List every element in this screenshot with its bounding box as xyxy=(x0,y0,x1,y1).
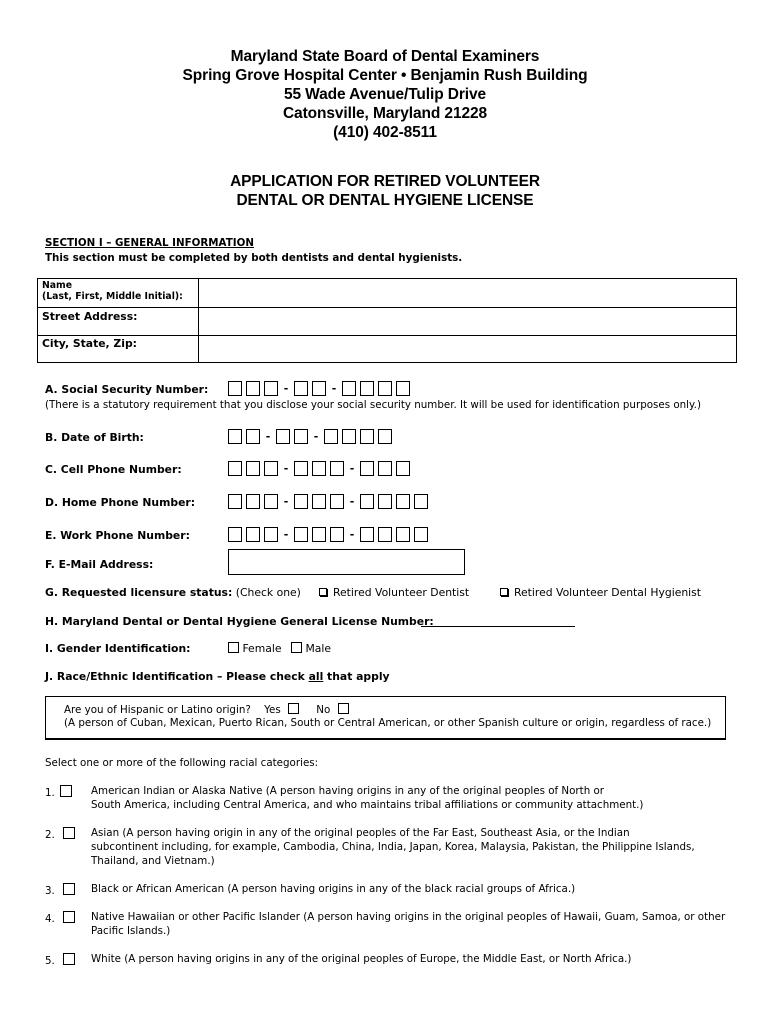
cell-digit[interactable] xyxy=(360,461,374,476)
city-label-cell xyxy=(38,336,199,363)
home-digit[interactable] xyxy=(264,494,278,509)
work-phone-boxes xyxy=(228,524,432,543)
gender-female-label: Female xyxy=(242,642,282,655)
home-digit[interactable] xyxy=(246,494,260,509)
checkbox-icon[interactable] xyxy=(338,703,349,714)
race-item-num: 3. xyxy=(45,885,55,897)
gender-label: I. Gender Identification: xyxy=(45,642,191,655)
dash: - xyxy=(283,382,289,395)
race-label-all: all xyxy=(308,670,324,683)
home-digit[interactable] xyxy=(378,494,392,509)
cell-digit[interactable] xyxy=(294,461,308,476)
status-label-note: (Check one) xyxy=(232,586,301,599)
race-item-num: 1. xyxy=(45,787,55,799)
work-digit[interactable] xyxy=(246,527,260,542)
home-phone-boxes xyxy=(228,491,432,510)
header-phone: (410) 402-8511 xyxy=(333,124,437,141)
race-item-num: 5. xyxy=(45,955,55,967)
dob-digit[interactable] xyxy=(246,429,260,444)
ssn-digit[interactable] xyxy=(264,381,278,396)
race-item-4-line1: Native Hawaiian or other Pacific Islander (A person having origins in the original peoples of Hawaii, Guam, Samoa, or other xyxy=(91,911,726,923)
name-label: Name xyxy=(42,280,73,291)
name-label-cell xyxy=(38,279,199,308)
cell-digit[interactable] xyxy=(330,461,344,476)
work-digit[interactable] xyxy=(396,527,410,542)
license-field[interactable] xyxy=(421,626,575,627)
ssn-digit[interactable] xyxy=(378,381,392,396)
race-item-num: 4. xyxy=(45,913,55,925)
work-digit[interactable] xyxy=(312,527,326,542)
status-row xyxy=(45,586,301,599)
street-label-cell xyxy=(38,308,199,336)
hispanic-note: (A person of Cuban, Mexican, Puerto Rican, South or Central American, or other Spanish culture or origin, regardless of race.) xyxy=(64,717,712,729)
home-digit[interactable] xyxy=(360,494,374,509)
race-intro: Select one or more of the following racial categories: xyxy=(45,757,319,769)
cell-digit[interactable] xyxy=(246,461,260,476)
ssn-digit[interactable] xyxy=(360,381,374,396)
race-item-2-line2: subcontinent including, for example, Cambodia, China, India, Japan, Korea, Malaysia, Pakistan, the Philippine Islands, xyxy=(91,841,695,853)
dob-digit[interactable] xyxy=(360,429,374,444)
status-option-hygienist[interactable] xyxy=(500,586,701,599)
ssn-note: (There is a statutory requirement that you disclose your social security number. It will be used for identification purposes only.) xyxy=(45,399,701,411)
dob-digit[interactable] xyxy=(342,429,356,444)
gender-female-option[interactable] xyxy=(228,642,281,655)
hispanic-question: Are you of Hispanic or Latino origin? xyxy=(64,704,251,716)
race-item-5 xyxy=(45,953,75,967)
race-item-3-line1: Black or African American (A person having origins in any of the black racial groups of Africa.) xyxy=(91,883,576,895)
cell-digit[interactable] xyxy=(396,461,410,476)
hispanic-no-label: No xyxy=(316,704,331,716)
race-item-2-line1: Asian (A person having origin in any of the original peoples of the Far East, Southeast Asia, or the Indian xyxy=(91,827,630,839)
checkbox-icon[interactable] xyxy=(63,911,75,923)
work-digit[interactable] xyxy=(378,527,392,542)
dash: - xyxy=(283,462,289,475)
ssn-digit[interactable] xyxy=(228,381,242,396)
header-board-name: Maryland State Board of Dental Examiners xyxy=(230,48,540,65)
race-item-1-line1: American Indian or Alaska Native (A person having origins in any of the original peoples of North or xyxy=(91,785,605,797)
home-digit[interactable] xyxy=(228,494,242,509)
status-option-dentist-label: Retired Volunteer Dentist xyxy=(333,586,470,599)
race-label-post: that apply xyxy=(323,670,390,683)
status-option-hygienist-label: Retired Volunteer Dental Hygienist xyxy=(514,586,702,599)
dash: - xyxy=(331,382,337,395)
work-digit[interactable] xyxy=(228,527,242,542)
home-digit[interactable] xyxy=(330,494,344,509)
form-title-line2: DENTAL OR DENTAL HYGIENE LICENSE xyxy=(236,192,534,209)
name-field[interactable] xyxy=(199,279,737,308)
gender-male-option[interactable] xyxy=(291,642,331,655)
ssn-boxes xyxy=(228,378,414,397)
dob-digit[interactable] xyxy=(276,429,290,444)
race-item-1-line2: South America, including Central America, and who maintains tribal affiliations or community attachment.) xyxy=(91,799,644,811)
cell-phone-label: C. Cell Phone Number: xyxy=(45,463,182,476)
checkbox-icon[interactable] xyxy=(291,642,302,653)
race-item-5-line1: White (A person having origins in any of the original peoples of Europe, the Middle East, or North Africa.) xyxy=(91,953,632,965)
name-sublabel: (Last, First, Middle Initial): xyxy=(42,291,183,302)
checkbox-icon[interactable] xyxy=(228,642,239,653)
checkbox-icon[interactable] xyxy=(288,703,299,714)
gender-male-label: Male xyxy=(305,642,332,655)
race-label-pre: J. Race/Ethnic Identification – Please check xyxy=(45,670,309,683)
cell-digit[interactable] xyxy=(228,461,242,476)
work-digit[interactable] xyxy=(360,527,374,542)
race-item-4-line2: Pacific Islands.) xyxy=(91,925,171,937)
status-option-dentist[interactable] xyxy=(319,586,469,599)
race-item-num: 2. xyxy=(45,829,55,841)
checkbox-icon[interactable] xyxy=(500,588,508,596)
work-digit[interactable] xyxy=(264,527,278,542)
dash: - xyxy=(349,495,355,508)
hispanic-question-row xyxy=(64,703,349,716)
work-phone-label: E. Work Phone Number: xyxy=(45,529,190,542)
cell-digit[interactable] xyxy=(264,461,278,476)
race-item-2-line3: Thailand, and Vietnam.) xyxy=(91,855,215,867)
dash: - xyxy=(283,495,289,508)
ssn-digit[interactable] xyxy=(246,381,260,396)
checkbox-icon[interactable] xyxy=(319,588,327,596)
header-city: Catonsville, Maryland 21228 xyxy=(282,105,488,122)
section-title: SECTION I – GENERAL INFORMATION xyxy=(45,237,254,249)
city-field[interactable] xyxy=(199,336,737,363)
dash: - xyxy=(349,462,355,475)
ssn-digit[interactable] xyxy=(312,381,326,396)
dob-digit[interactable] xyxy=(294,429,308,444)
form-title-line1: APPLICATION FOR RETIRED VOLUNTEER xyxy=(230,173,540,190)
email-field[interactable] xyxy=(228,549,465,575)
race-item-1 xyxy=(45,785,72,799)
checkbox-icon[interactable] xyxy=(63,953,75,965)
city-label: City, State, Zip: xyxy=(42,337,137,350)
dash: - xyxy=(283,528,289,541)
header-street: 55 Wade Avenue/Tulip Drive xyxy=(283,86,487,103)
dob-boxes xyxy=(228,426,396,445)
cell-digit[interactable] xyxy=(378,461,392,476)
dob-digit[interactable] xyxy=(228,429,242,444)
dash: - xyxy=(265,430,271,443)
ssn-digit[interactable] xyxy=(342,381,356,396)
work-digit[interactable] xyxy=(414,527,428,542)
home-digit[interactable] xyxy=(414,494,428,509)
dash: - xyxy=(313,430,319,443)
checkbox-icon[interactable] xyxy=(63,827,75,839)
home-digit[interactable] xyxy=(396,494,410,509)
ssn-digit[interactable] xyxy=(396,381,410,396)
home-digit[interactable] xyxy=(294,494,308,509)
section-subtitle: This section must be completed by both dentists and dental hygienists. xyxy=(45,252,463,264)
street-field[interactable] xyxy=(199,308,737,336)
dob-digit[interactable] xyxy=(378,429,392,444)
checkbox-icon[interactable] xyxy=(60,785,72,797)
race-item-4 xyxy=(45,911,75,925)
work-digit[interactable] xyxy=(294,527,308,542)
email-label: F. E-Mail Address: xyxy=(45,558,154,571)
ssn-label: A. Social Security Number: xyxy=(45,383,209,396)
home-digit[interactable] xyxy=(312,494,326,509)
dash: - xyxy=(349,528,355,541)
cell-digit[interactable] xyxy=(312,461,326,476)
dob-label: B. Date of Birth: xyxy=(45,431,144,444)
race-label xyxy=(45,670,390,683)
home-phone-label: D. Home Phone Number: xyxy=(45,496,196,509)
dob-digit[interactable] xyxy=(324,429,338,444)
race-item-2 xyxy=(45,827,75,841)
work-digit[interactable] xyxy=(330,527,344,542)
cell-phone-boxes xyxy=(228,458,414,477)
hispanic-box xyxy=(45,696,726,740)
license-label: H. Maryland Dental or Dental Hygiene General License Number: xyxy=(45,615,434,628)
checkbox-icon[interactable] xyxy=(63,883,75,895)
status-label: G. Requested licensure status: xyxy=(45,586,233,599)
street-label: Street Address: xyxy=(42,310,138,323)
hispanic-yes-label: Yes xyxy=(264,704,281,716)
header-building: Spring Grove Hospital Center • Benjamin Rush Building xyxy=(182,67,588,84)
race-item-3 xyxy=(45,883,75,897)
general-info-table xyxy=(37,278,737,363)
ssn-digit[interactable] xyxy=(294,381,308,396)
